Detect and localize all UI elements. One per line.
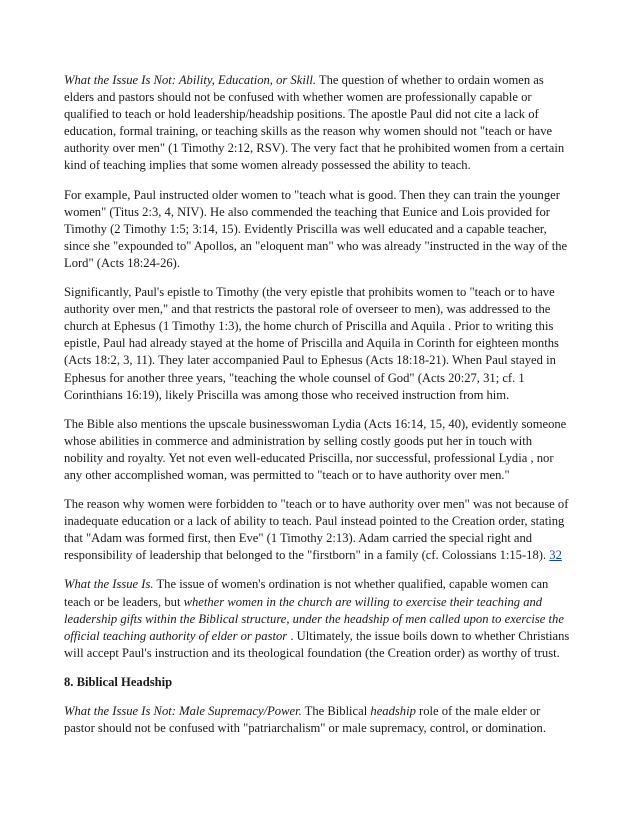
paragraph-lydia: The Bible also mentions the upscale businesswoman Lydia (Acts 16:14, 15, 40), evidently someone whose abilities in commerce and administration by selling costly goods put her in touch with nobility and royalty. Yet not even well-educated Priscilla, nor successful, professional Lydia , nor any other accomplished woman, was permitted to "teach or to have authority over men." — [64, 416, 567, 482]
paragraph-body: The question of whether to ordain women as elders and pastors should not be confused with whether women are professionally capable or qualified to teach or hold leadership/headship positions. The apostle Paul did not cite a lack of education, formal training, or teaching skills as the reason why women should not "teach or have authority over men" (1 Timothy 2:12, RSV). The very fact that he prohibited women from a certain kind of teaching implies that some women already possessed the ability to teach. — [64, 73, 565, 173]
paragraph-what-issue-is — [64, 576, 572, 661]
paragraph-body: The Biblical — [301, 704, 371, 718]
paragraph-epistle-timothy: Significantly, Paul's epistle to Timothy (the very epistle that prohibits women to "teach or to have authority over men," and that restricts the pastoral role of overseer to men), was addressed to the church at Ephesus (1 Timothy 1:3), the home church of Priscilla and Aquila . Prior to writing this epistle, Paul had already stayed at the home of Priscilla and Aquila in Corinth for eighteen months (Acts 18:2, 3, 11). They later accompanied Paul to Ephesus (Acts 18:18-21). When Paul stayed in Ephesus for another three years, "teaching the whole counsel of God" (Acts 20:27, 31; cf. 1 Corinthians 16:19), likely Priscilla was among those who received instruction from him. — [64, 285, 559, 402]
paragraph-emphasis: whether women in the church are willing to exercise their teaching and leadership gifts within the Biblical structure, under the headship of men called upon to exercise the official teaching authority of elder or pastor — [64, 594, 564, 643]
section-heading: 8. Biblical Headship — [64, 674, 173, 689]
paragraph-body-end: role of the male elder or pastor should not be confused with "patriarchalism" or male supremacy, control, or domination. — [64, 704, 546, 736]
paragraph-creation-order — [64, 496, 572, 564]
document-page — [64, 72, 572, 749]
paragraph-emphasis: headship — [370, 704, 416, 718]
paragraph-body: The reason why women were forbidden to "teach or to have authority over men" was not because of inadequate education or a lack of ability to teach. Paul instead pointed to the Creation order, stating that "Adam was formed first, then Eve" (1 Timothy 2:13). Adam carried the special right and responsibility of leadership that belonged to the "firstborn" in a family (cf. Colossians 1:15-18). — [64, 497, 569, 563]
paragraph-lead: What the Issue Is. — [64, 577, 154, 592]
paragraph-male-supremacy — [64, 703, 572, 737]
paragraph-body-end: . Ultimately, the issue boils down to whether Christians will accept Paul's instruction and its theological foundation (the Creation order) as worthy of trust. — [64, 628, 570, 660]
paragraph-lead: What the Issue Is Not: Ability, Education, or Skill. — [64, 73, 316, 87]
paragraph-example-teaching: For example, Paul instructed older women to "teach what is good. Then they can train the younger women" (Titus 2:3, 4, NIV). He also commended the teaching that Eunice and Lois provided for Timothy (2 Timothy 1:5; 3:14, 15). Evidently Priscilla was well educated and a capable teacher, since she "expounded to" Apollos, an "eloquent man" who was already "instructed in the way of the Lord" (Acts 18:24-26). — [64, 187, 568, 270]
paragraph-lead: What the Issue Is Not: Male Supremacy/Power. — [64, 704, 302, 718]
paragraph-body: The issue of women's ordination is not whether qualified, capable women can teach or be leaders, but — [64, 577, 549, 609]
paragraph-ability-education — [64, 72, 572, 175]
footnote-link[interactable]: 32 — [549, 548, 562, 563]
